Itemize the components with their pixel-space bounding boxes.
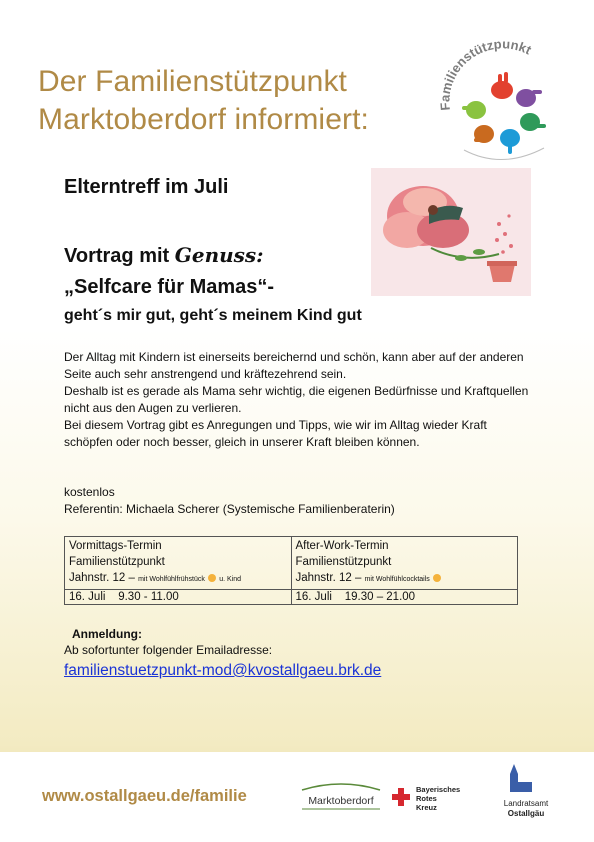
morning-address: Jahnstr. 12 – bbox=[69, 572, 135, 584]
body-paragraph-2: Deshalb ist es gerade als Mama sehr wichtig, die eigenen Bedürfnisse und Kraftquellen nicht aus den Augen zu verlieren. bbox=[64, 384, 529, 415]
body-paragraph-1: Der Alltag mit Kindern ist einerseits bereichernd und schön, kann aber auf der anderen Seite auch sehr anstrengend und kräftezehrend sein. bbox=[64, 350, 524, 381]
talk-heading bbox=[64, 243, 264, 268]
smiley-icon bbox=[433, 574, 441, 582]
evening-place: Familienstützpunkt bbox=[295, 556, 392, 568]
body-paragraph-3: Bei diesem Vortrag gibt es Anregungen und Tipps, wie wir im Alltag wieder Kraft schöpfen oder noch besser, gleich in unserer Kraft bleiben können. bbox=[64, 418, 487, 449]
church-tower-icon bbox=[510, 764, 532, 792]
marktoberdorf-logo bbox=[296, 776, 386, 814]
morning-session-cell bbox=[65, 537, 292, 590]
price-note: kostenlos bbox=[64, 485, 115, 499]
landratsamt-logo bbox=[496, 762, 556, 824]
morning-note: mit Wohlfühlfrühstück bbox=[138, 576, 205, 583]
red-cross-icon bbox=[392, 788, 410, 806]
morning-datetime bbox=[65, 590, 292, 605]
brk-line-2: Rotes bbox=[416, 794, 437, 803]
talk-subtitle: geht´s mir gut, geht´s meinem Kind gut bbox=[64, 307, 362, 324]
brk-line-3: Kreuz bbox=[416, 803, 437, 812]
header-line-2: Marktoberdorf informiert: bbox=[38, 103, 369, 136]
morning-note-extra: u. Kind bbox=[219, 576, 242, 583]
morning-title: Vormittags-Termin bbox=[69, 540, 162, 552]
evening-address-line bbox=[296, 570, 514, 588]
evening-address: Jahnstr. 12 – bbox=[295, 572, 362, 584]
table-row bbox=[65, 537, 518, 590]
evening-datetime bbox=[291, 590, 518, 605]
registration-text: Ab sofortunter folgender Emailadresse: bbox=[64, 643, 273, 657]
lra-line-2: Ostallgäu bbox=[507, 809, 545, 818]
event-title: Elterntreff im Juli bbox=[64, 176, 229, 198]
familienstuetzpunkt-logo bbox=[432, 32, 572, 172]
smiley-icon bbox=[208, 574, 216, 582]
schedule-table bbox=[64, 536, 518, 605]
footer-url[interactable]: www.ostallgaeu.de/familie bbox=[42, 787, 247, 805]
registration-email-link[interactable]: familienstuetzpunkt-mod@kvostallgaeu.brk.de bbox=[64, 662, 382, 679]
talk-title: „Selfcare für Mamas“- bbox=[64, 276, 275, 298]
morning-date: 16. Juli bbox=[69, 591, 106, 603]
evening-title: After-Work-Termin bbox=[295, 540, 389, 552]
flower-mother-illustration bbox=[371, 168, 531, 296]
morning-time: 9.30 - 11.00 bbox=[118, 591, 179, 603]
morning-address-line bbox=[69, 570, 287, 588]
talk-prefix: Vortrag mit bbox=[64, 245, 170, 267]
hands-icon bbox=[462, 72, 546, 154]
logo-arc-text: Familienstützpunkt bbox=[437, 36, 534, 112]
table-row bbox=[65, 590, 518, 605]
evening-note: mit Wohlfühlcocktails bbox=[364, 576, 430, 583]
lra-line-1: Landratsamt bbox=[503, 799, 549, 808]
evening-session-cell bbox=[291, 537, 518, 590]
evening-time: 19.30 – 21.00 bbox=[344, 591, 416, 603]
registration-label: Anmeldung: bbox=[72, 627, 142, 641]
speaker-line: Referentin: Michaela Scherer (Systemische Familienberaterin) bbox=[64, 502, 395, 516]
talk-genuss: Genuss: bbox=[174, 243, 264, 267]
red-cross-logo bbox=[392, 778, 472, 820]
header-line-1: Der Familienstützpunkt bbox=[38, 65, 347, 98]
brk-line-1: Bayerisches bbox=[416, 785, 461, 794]
marktoberdorf-label: Marktoberdorf bbox=[308, 795, 374, 807]
evening-date: 16. Juli bbox=[295, 591, 332, 603]
morning-place: Familienstützpunkt bbox=[69, 556, 165, 568]
